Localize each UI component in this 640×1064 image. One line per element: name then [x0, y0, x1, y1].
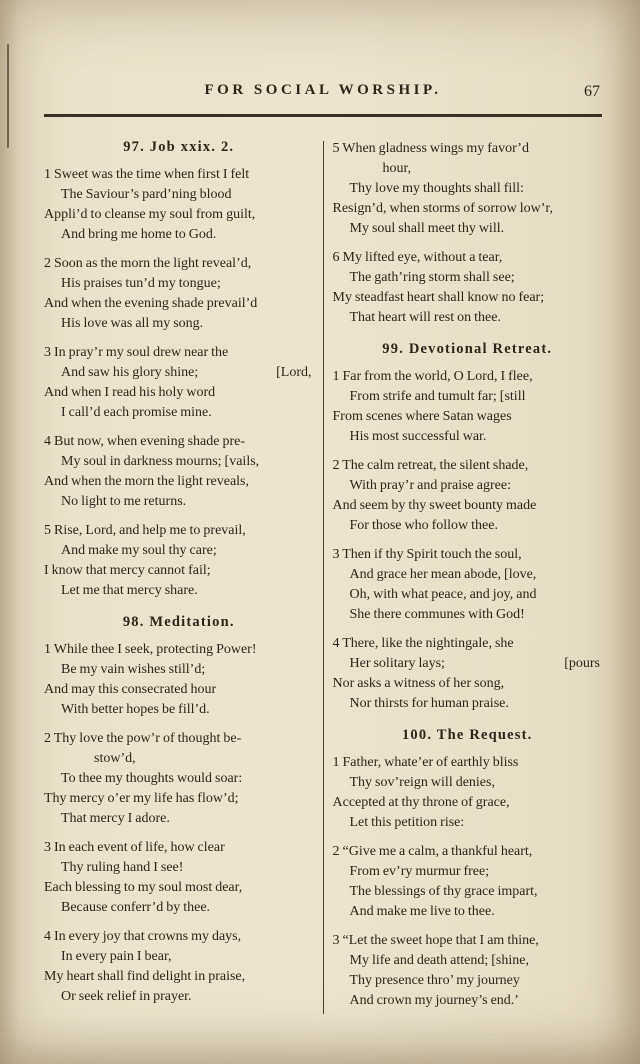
verse-text: Appli’d to cleanse my soul from guilt, [44, 207, 256, 222]
verse-line [44, 541, 314, 561]
verse-line [44, 343, 314, 363]
verse-text: From strife and tumult far; [still [349, 389, 526, 404]
verse-line [333, 456, 603, 476]
verse-text: 1 Father, whate’er of earthly bliss [332, 755, 519, 770]
verse-text: With pray’r and praise agree: [349, 478, 511, 493]
stanza [44, 729, 314, 829]
verse-text: 4 In every joy that crowns my days, [44, 929, 242, 944]
verse-line [333, 753, 603, 773]
verse-text: My heart shall find delight in praise, [44, 969, 246, 984]
verse-line [44, 789, 314, 809]
header-rule [44, 114, 602, 117]
verse-text: Nor thirsts for human praise. [349, 696, 509, 711]
verse-line [44, 561, 314, 581]
verse-text: And may this consecrated hour [44, 682, 217, 697]
verse-text: From ev’ry murmur free; [349, 864, 490, 879]
verse-text: 2 Soon as the morn the light reveal’d, [44, 256, 252, 271]
hymn-heading: 99. Devotional Retreat. [382, 341, 553, 357]
verse-text: His love was all my song. [61, 316, 204, 331]
verse-line [44, 680, 314, 700]
verse-line [44, 472, 314, 492]
stanza [44, 838, 314, 918]
stanza [333, 931, 603, 1011]
stanza [333, 456, 603, 536]
verse-line [333, 902, 603, 922]
verse-line [333, 367, 603, 387]
verse-text: And bring me home to God. [61, 227, 217, 242]
verse-text: My soul in darkness mourns; [vails, [61, 454, 260, 469]
verse-text: Let me that mercy share. [61, 583, 198, 598]
stanza [44, 521, 314, 601]
verse-line [44, 878, 314, 898]
verse-line [333, 991, 603, 1011]
verse-text: My steadfast heart shall know no fear; [332, 290, 545, 305]
verse-text: His praises tun’d my tongue; [61, 276, 221, 291]
verse-line [333, 931, 603, 951]
verse-text: And saw his glory shine; [61, 365, 199, 380]
verse-line [333, 496, 603, 516]
verse-line [44, 729, 314, 749]
verse-line [333, 139, 603, 159]
verse-line [44, 769, 314, 789]
stanza [333, 139, 603, 239]
verse-line [44, 294, 314, 314]
verse-line [333, 179, 603, 199]
verse-text: The gath’ring storm shall see; [349, 270, 515, 285]
verse-text: Be my vain wishes still’d; [61, 662, 206, 677]
verse-line [44, 403, 314, 423]
verse-text: And seem by thy sweet bounty made [332, 498, 537, 513]
verse-text: 2 The calm retreat, the silent shade, [332, 458, 529, 473]
verse-text: Thy ruling hand I see! [61, 860, 184, 875]
verse-line [333, 407, 603, 427]
verse-line [333, 545, 603, 565]
stanza [44, 343, 314, 423]
verse-line [333, 793, 603, 813]
verse-text: No light to me returns. [61, 494, 187, 509]
verse-line [333, 268, 603, 288]
verse-text: And make me live to thee. [349, 904, 495, 919]
stanza [333, 367, 603, 447]
verse-line [44, 987, 314, 1007]
verse-catchword: [Lord, [276, 365, 312, 380]
column-divider [323, 141, 324, 1014]
stanza [333, 248, 603, 328]
verse-text: I call’d each promise mine. [61, 405, 212, 420]
verse-text: His most successful war. [349, 429, 487, 444]
verse-line [333, 248, 603, 268]
verse-text: In every pain I bear, [61, 949, 172, 964]
page-header-title: FOR SOCIAL WORSHIP. [204, 82, 442, 98]
verse-line [44, 521, 314, 541]
verse-line [333, 971, 603, 991]
verse-line [333, 585, 603, 605]
verse-text: To thee my thoughts would soar: [61, 771, 243, 786]
verse-catchword: [pours [564, 656, 600, 671]
verse-line [333, 674, 603, 694]
verse-line [44, 660, 314, 680]
verse-text: That mercy I adore. [61, 811, 170, 826]
stanza [44, 927, 314, 1007]
verse-line [44, 809, 314, 829]
verse-text: For those who follow thee. [349, 518, 498, 533]
verse-text: With better hopes be fill’d. [61, 702, 210, 717]
verse-line [44, 205, 314, 225]
verse-line [44, 967, 314, 987]
verse-text: And grace her mean abode, [love, [349, 567, 537, 582]
verse-line [333, 694, 603, 714]
text-columns [44, 139, 602, 1020]
verse-line [333, 813, 603, 833]
hymn-heading: 97. Job xxix. 2. [123, 139, 235, 155]
verse-text: I know that mercy cannot fail; [44, 563, 211, 578]
verse-line [44, 700, 314, 720]
verse-text: Thy presence thro’ my journey [349, 973, 520, 988]
verse-line [333, 634, 603, 654]
verse-text: My soul shall meet thy will. [349, 221, 505, 236]
verse-text: Oh, with what peace, and joy, and [349, 587, 537, 602]
verse-text: And when I read his holy word [44, 385, 216, 400]
verse-line [333, 159, 603, 179]
verse-line [333, 199, 603, 219]
stanza [333, 634, 603, 714]
verse-line [44, 927, 314, 947]
stanza [333, 753, 603, 833]
verse-line [44, 432, 314, 452]
verse-text: 3 “Let the sweet hope that I am thine, [332, 933, 539, 948]
verse-line [333, 476, 603, 496]
verse-text: Accepted at thy throne of grace, [332, 795, 510, 810]
verse-text: 2 Thy love the pow’r of thought be- [44, 731, 242, 746]
verse-line [44, 363, 314, 383]
verse-text: My life and death attend; [shine, [349, 953, 529, 968]
verse-line [333, 565, 603, 585]
verse-text: 3 In each event of life, how clear [44, 840, 225, 855]
verse-line [44, 640, 314, 660]
verse-line [44, 185, 314, 205]
verse-text: She there communes with God! [349, 607, 525, 622]
verse-line [44, 225, 314, 245]
verse-line [333, 654, 603, 674]
verse-line [44, 492, 314, 512]
verse-text: From scenes where Satan wages [332, 409, 512, 424]
stanza [44, 432, 314, 512]
column-right [333, 139, 603, 1020]
verse-line [333, 516, 603, 536]
verse-text: hour, [382, 161, 412, 176]
verse-text: Let this petition rise: [349, 815, 465, 830]
stanza [44, 640, 314, 720]
verse-text: Thy love my thoughts shall fill: [349, 181, 524, 196]
verse-line [44, 749, 314, 769]
verse-line [44, 165, 314, 185]
verse-line [333, 219, 603, 239]
verse-text: Thy mercy o’er my life has flow’d; [44, 791, 239, 806]
verse-text: 3 In pray’r my soul drew near the [44, 345, 229, 360]
verse-text: 5 Rise, Lord, and help me to prevail, [44, 523, 246, 538]
verse-text: And when the morn the light reveals, [44, 474, 250, 489]
verse-line [333, 882, 603, 902]
verse-line [333, 773, 603, 793]
verse-line [333, 951, 603, 971]
verse-text: 5 When gladness wings my favor’d [332, 141, 529, 156]
verse-line [333, 605, 603, 625]
verse-text: stow’d, [94, 751, 136, 766]
verse-text: And make my soul thy care; [61, 543, 217, 558]
verse-text: 4 But now, when evening shade pre- [44, 434, 245, 449]
verse-line [333, 842, 603, 862]
verse-text: The Saviour’s pard’ning blood [61, 187, 232, 202]
verse-line [44, 383, 314, 403]
verse-line [333, 862, 603, 882]
verse-line [44, 254, 314, 274]
verse-text: Or seek relief in prayer. [61, 989, 192, 1004]
running-header [44, 82, 602, 104]
verse-line [44, 947, 314, 967]
verse-line [333, 427, 603, 447]
column-left [44, 139, 314, 1020]
stanza [44, 165, 314, 245]
verse-text: Because conferr’d by thee. [61, 900, 211, 915]
verse-line [44, 898, 314, 918]
verse-line [333, 288, 603, 308]
stanza [44, 254, 314, 334]
verse-text: And crown my journey’s end.’ [349, 993, 519, 1008]
verse-text: The blessings of thy grace impart, [349, 884, 538, 899]
verse-text: And when the evening shade prevail’d [44, 296, 258, 311]
stanza [333, 545, 603, 625]
verse-text: 1 Far from the world, O Lord, I flee, [332, 369, 533, 384]
verse-line [44, 581, 314, 601]
hymn-heading: 100. The Request. [401, 727, 533, 743]
verse-text: 4 There, like the nightingale, she [332, 636, 514, 651]
verse-line [44, 274, 314, 294]
verse-line [44, 858, 314, 878]
verse-line [44, 838, 314, 858]
verse-text: 6 My lifted eye, without a tear, [332, 250, 503, 265]
stanza [333, 842, 603, 922]
verse-line [44, 452, 314, 472]
hymn-heading: 98. Meditation. [122, 614, 235, 630]
verse-line [44, 314, 314, 334]
verse-text: 1 While thee I seek, protecting Power! [44, 642, 257, 657]
verse-text: Resign’d, when storms of sorrow low’r, [332, 201, 554, 216]
verse-text: Thy sov’reign will denies, [349, 775, 495, 790]
verse-text: 3 Then if thy Spirit touch the soul, [332, 547, 522, 562]
verse-text: 2 “Give me a calm, a thankful heart, [332, 844, 533, 859]
verse-text: 1 Sweet was the time when first I felt [44, 167, 250, 182]
verse-text: Each blessing to my soul most dear, [44, 880, 243, 895]
page-number: 67 [584, 83, 600, 100]
verse-text: Nor asks a witness of her song, [332, 676, 505, 691]
verse-text: That heart will rest on thee. [349, 310, 501, 325]
verse-line [333, 308, 603, 328]
verse-line [333, 387, 603, 407]
verse-text: Her solitary lays; [349, 656, 445, 671]
